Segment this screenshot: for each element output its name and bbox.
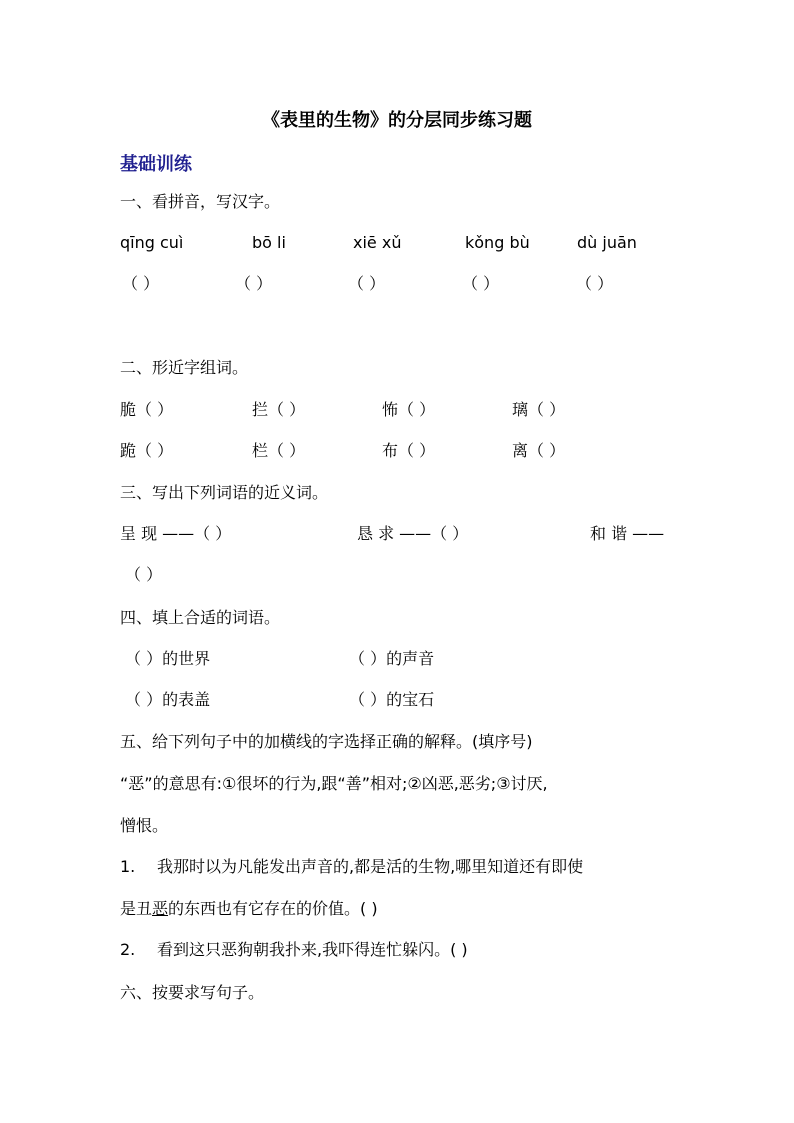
q4-row1-item-2[interactable]: （ ）的声音 [349,649,435,668]
q2-row2-item-1[interactable]: 跪（ ） [120,441,174,460]
q5-sentence-1-text-before: 是丑 [120,899,153,918]
q5-sentence-2[interactable]: 看到这只恶狗朝我扑来,我吓得连忙躲闪。( ) [157,940,468,959]
q5-sentence-1-text-after[interactable]: 的东西也有它存在的价值。( ) [168,899,378,918]
q1-heading: 一、看拼音，写汉字。 [120,192,281,211]
q5-underlined-char: 恶 [152,899,169,918]
q2-row1-item-4[interactable]: 璃（ ） [512,400,566,419]
q5-sentence-2-number: 2. [120,940,136,959]
q2-row2-item-2[interactable]: 栏（ ） [252,441,306,460]
q1-answer-blank-3[interactable]: （ ） [348,274,386,293]
q2-row1-item-2[interactable]: 拦（ ） [252,400,306,419]
q1-answer-blank-2[interactable]: （ ） [235,274,273,293]
q4-row2-item-1[interactable]: （ ）的表盖 [125,690,211,709]
q2-heading: 二、形近字组词。 [120,358,249,377]
q2-row1-item-3[interactable]: 怖（ ） [382,400,436,419]
q2-row1-item-1[interactable]: 脆（ ） [120,400,174,419]
q3-item-3[interactable]: 和 谐 —— [590,524,665,543]
q1-pinyin-4: kǒng bù [465,233,530,252]
q3-item-2[interactable]: 恳 求 ——（ ） [357,524,469,543]
q4-heading: 四、填上合适的词语。 [120,608,281,627]
q1-answer-blank-5[interactable]: （ ） [576,274,614,293]
q3-item-1[interactable]: 呈 现 ——（ ） [120,524,232,543]
q4-row2-item-2[interactable]: （ ）的宝石 [349,690,435,709]
q2-row2-item-3[interactable]: 布（ ） [382,441,436,460]
q1-answer-blank-1[interactable]: （ ） [122,274,160,293]
q1-pinyin-3: xiē xǔ [353,233,402,252]
q2-row2-item-4[interactable]: 离（ ） [512,441,566,460]
q5-heading: 五、给下列句子中的加横线的字选择正确的解释。(填序号) [120,732,533,751]
q3-item-3-blank[interactable]: （ ） [125,565,163,584]
q3-heading: 三、写出下列词语的近义词。 [120,483,329,502]
q5-definition-line-2: 憎恨。 [120,816,169,835]
q5-sentence-1-number: 1. [120,857,136,876]
q1-pinyin-1: qīng cuì [120,233,184,252]
q6-heading: 六、按要求写句子。 [120,983,265,1002]
q1-answer-blank-4[interactable]: （ ） [462,274,500,293]
page-title: 《表里的生物》的分层同步练习题 [262,110,532,131]
section-heading: 基础训练 [120,154,192,175]
q5-sentence-1-line-2[interactable] [120,899,378,919]
q1-pinyin-5: dù juān [577,233,637,252]
q5-sentence-1-line-1: 我那时以为凡能发出声音的,都是活的生物,哪里知道还有即使 [157,857,584,876]
q1-pinyin-2: bō li [252,233,286,252]
q4-row1-item-1[interactable]: （ ）的世界 [125,649,211,668]
q5-definition-line-1: “恶”的意思有:①很坏的行为,跟“善”相对;②凶恶,恶劣;③讨厌, [120,774,548,793]
